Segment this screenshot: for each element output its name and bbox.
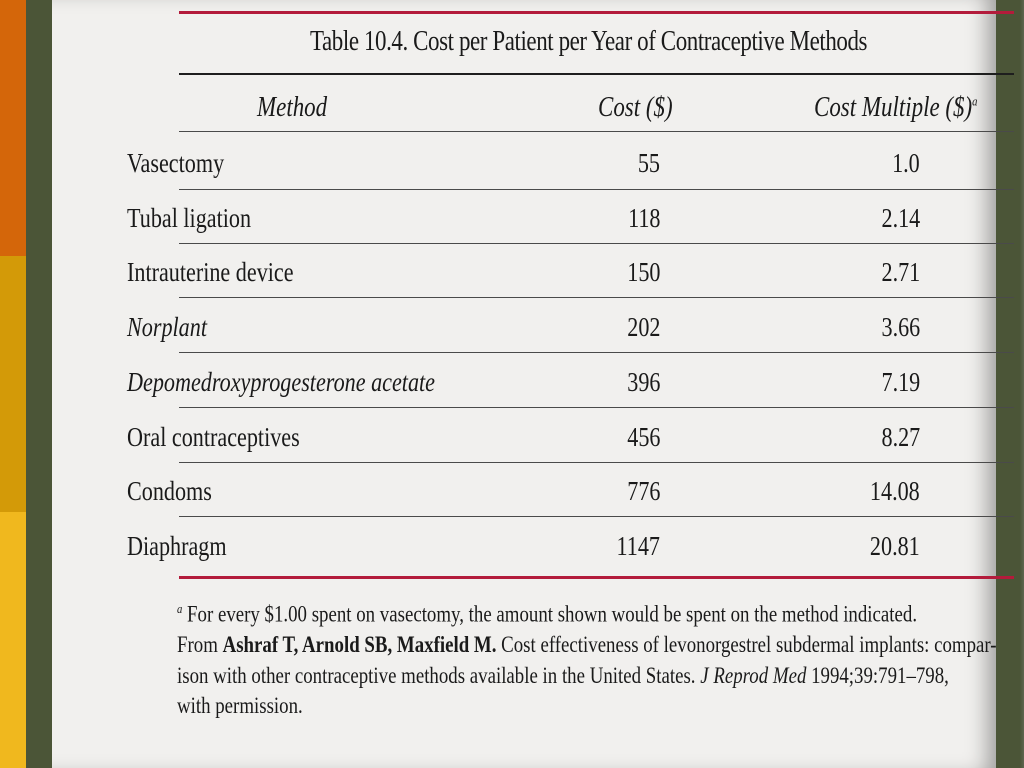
footnote-note: $^a$ For every $1.00 spent on vasectomy, the amount shown would be spent on the method indicated. — [177, 601, 918, 627]
method-cell: Diaphragm — [127, 531, 227, 561]
multiple-cell: 20.81 — [870, 531, 920, 561]
multiple-cell: 2.14 — [881, 203, 920, 233]
cost-cell: 776 — [626, 476, 660, 506]
top-red-rule — [179, 11, 1014, 14]
row-divider — [179, 297, 1014, 298]
table-footnote — [177, 594, 997, 722]
table-row — [52, 312, 996, 366]
method-cell: Depomedroxyprogesterone acetate — [127, 367, 436, 397]
row-divider — [179, 462, 1014, 463]
cost-cell: 456 — [626, 422, 660, 452]
table-row — [52, 422, 996, 476]
amber-accent-strip — [0, 256, 26, 512]
table-row — [52, 148, 996, 202]
header-cost-multiple: Cost Multiple ($)$^a$ — [814, 92, 978, 123]
method-cell: Vasectomy — [127, 148, 225, 178]
header-method: Method — [257, 92, 328, 123]
multiple-cell: 7.19 — [881, 367, 920, 397]
table-row — [52, 257, 996, 311]
multiple-cell: 1.0 — [892, 148, 920, 178]
orange-accent-strip — [0, 0, 26, 256]
row-divider — [179, 189, 1014, 190]
cost-cell: 118 — [627, 203, 660, 233]
cost-cell: 202 — [626, 312, 660, 342]
table-title: Table 10.4. Cost per Patient per Year of Contraceptive Methods — [310, 26, 868, 57]
method-cell: Intrauterine device — [127, 257, 294, 287]
method-cell: Oral contraceptives — [127, 422, 300, 452]
bottom-red-rule — [179, 576, 1014, 579]
cost-cell: 150 — [626, 257, 660, 287]
cost-cell: 1147 — [616, 531, 660, 561]
footnote-source-cont: ison with other contraceptive methods available in the United States. J Reprod Med 1994;39:791–798, — [177, 662, 949, 688]
scanned-page — [52, 0, 996, 768]
header-cost: Cost ($) — [598, 92, 673, 123]
method-cell: Tubal ligation — [127, 203, 252, 233]
page-binding-shadow — [1020, 0, 1024, 768]
table-row — [52, 203, 996, 257]
title-bottom-rule — [179, 73, 1014, 75]
table-row — [52, 367, 996, 421]
multiple-cell: 2.71 — [881, 257, 920, 287]
footnote-source: From Ashraf T, Arnold SB, Maxfield M. Cost effectiveness of levonorgestrel subdermal implants: compar- — [177, 632, 997, 658]
row-divider — [179, 516, 1014, 517]
multiple-cell: 8.27 — [881, 422, 920, 452]
method-cell: Condoms — [127, 476, 212, 506]
table-row — [52, 476, 996, 530]
row-divider — [179, 243, 1014, 244]
row-divider — [179, 352, 1014, 353]
footnote-permission: with permission. — [177, 693, 303, 719]
method-cell: Norplant — [127, 312, 207, 342]
row-divider — [179, 407, 1014, 408]
header-bottom-rule — [179, 131, 1014, 132]
cost-cell: 396 — [626, 367, 660, 397]
multiple-cell: 14.08 — [870, 476, 920, 506]
cost-cell: 55 — [637, 148, 660, 178]
yellow-accent-strip — [0, 512, 26, 768]
multiple-cell: 3.66 — [881, 312, 920, 342]
